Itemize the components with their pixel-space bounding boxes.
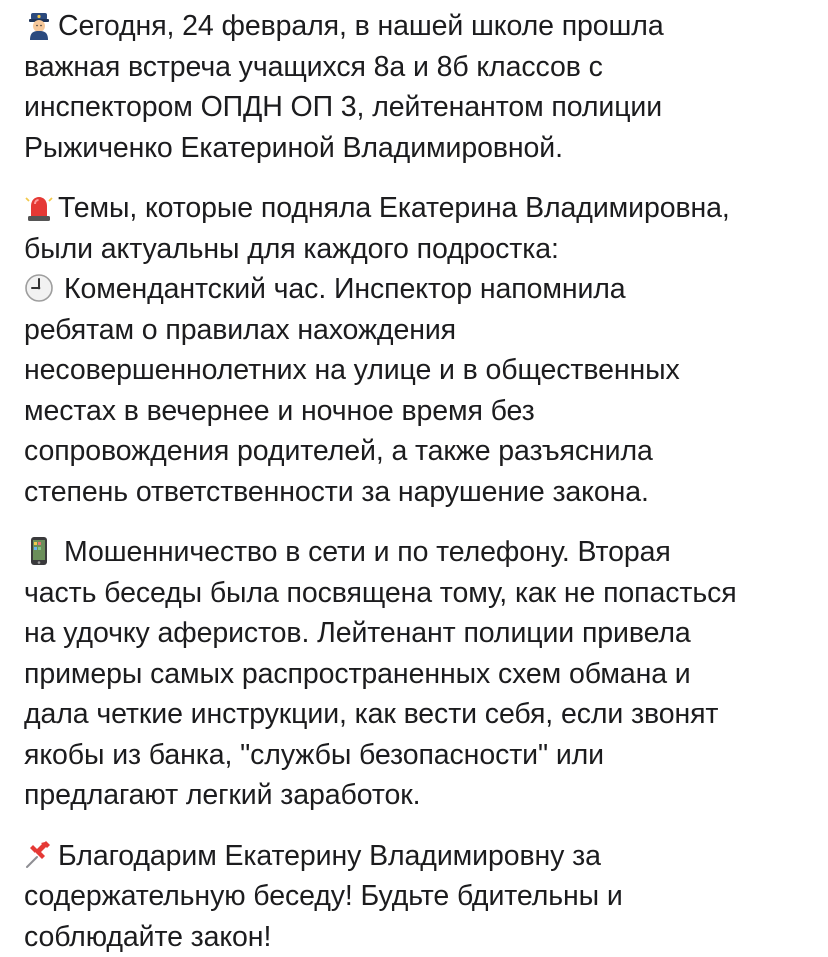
curfew-line-6: степень ответственности за нарушение закона. xyxy=(24,476,649,508)
clock-icon xyxy=(24,273,54,303)
police-officer-icon xyxy=(24,10,54,40)
mobile-phone-icon xyxy=(24,536,54,566)
paragraph-intro xyxy=(24,6,824,168)
curfew-line-4: местах в вечернее и ночное время без xyxy=(24,395,535,427)
curfew-line-5: сопровождения родителей, а также разъяснила xyxy=(24,435,653,467)
curfew-line-3: несовершеннолетних на улице и в общественных xyxy=(24,354,680,386)
fraud-line-6: якобы из банка, "службы безопасности" или xyxy=(24,739,604,771)
thanks-line-3: соблюдайте закон! xyxy=(24,921,271,953)
paragraph-intro-line-2: важная встреча учащихся 8а и 8б классов с xyxy=(24,51,603,83)
paragraph-topics xyxy=(24,188,824,512)
curfew-line-1: Комендантский час. Инспектор напомнила xyxy=(64,273,626,305)
curfew-line-2: ребятам о правилах нахождения xyxy=(24,314,456,346)
fraud-line-1: Мошенничество в сети и по телефону. Вторая xyxy=(64,536,671,568)
fraud-line-4: примеры самых распространенных схем обмана и xyxy=(24,658,691,690)
fraud-line-2: часть беседы была посвящена тому, как не попасться xyxy=(24,577,737,609)
thanks-line-1: Благодарим Екатерину Владимировну за xyxy=(58,840,601,872)
paragraph-intro-line-4: Рыжиченко Екатериной Владимировной. xyxy=(24,132,563,164)
police-siren-icon xyxy=(24,192,54,222)
paragraph-fraud xyxy=(24,532,824,816)
fraud-line-7: предлагают легкий заработок. xyxy=(24,779,420,811)
paragraph-topics-line-2: были актуальны для каждого подростка: xyxy=(24,233,559,265)
paragraph-topics-line-1: Темы, которые подняла Екатерина Владимировна, xyxy=(58,192,730,224)
fraud-line-5: дала четкие инструкции, как вести себя, если звонят xyxy=(24,698,718,730)
thanks-line-2: содержательную беседу! Будьте бдительны и xyxy=(24,880,623,912)
fraud-line-3: на удочку аферистов. Лейтенант полиции привела xyxy=(24,617,691,649)
pushpin-icon xyxy=(24,840,54,870)
paragraph-intro-line-3: инспектором ОПДН ОП 3, лейтенантом полиции xyxy=(24,91,662,123)
paragraph-intro-line-1: Сегодня, 24 февраля, в нашей школе прошла xyxy=(58,10,664,42)
post-text xyxy=(24,6,824,957)
